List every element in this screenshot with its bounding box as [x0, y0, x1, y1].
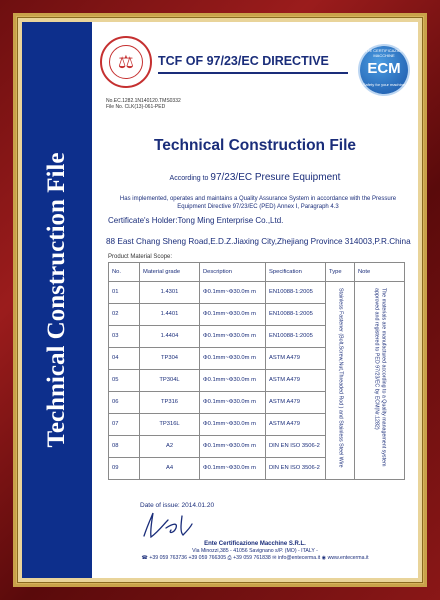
file-number: File No. CLK(13)-061-PED [106, 104, 166, 110]
cell-grade: 1.4404 [140, 326, 200, 348]
seal-logo [100, 36, 152, 88]
cell-specification: ASTM A479 [266, 392, 326, 414]
cell-grade: 1.4401 [140, 304, 200, 326]
cell-no: 08 [109, 436, 140, 458]
header-type: Type [326, 263, 355, 282]
footer-company: Ente Certificazione Macchine S.R.L. [204, 541, 306, 547]
cell-grade: TP316L [140, 414, 200, 436]
according-line [92, 172, 418, 183]
cell-description: Φ0.1mm~Φ30.0m m [200, 458, 266, 480]
certificate-content [92, 22, 418, 578]
header-specification: Specification [266, 263, 326, 282]
product-table [108, 262, 405, 480]
footer-contacts: ☎ +39 059 763736 +39 059 766305 ⎙ +39 059 761838 ✉ info@entecerma.it ◉ www.entecerma.it [141, 554, 369, 561]
according-directive: 97/23/EC Presure Equipment [210, 172, 341, 183]
cell-no: 07 [109, 414, 140, 436]
header-no: No. [109, 263, 140, 282]
ecm-ring-text: ENTE CERTIFICAZIONE MACCHINE [361, 48, 407, 58]
cell-description: Φ0.1mm~Φ30.0m m [200, 282, 266, 304]
cell-description: Φ0.1mm~Φ30.0m m [200, 436, 266, 458]
sidebar-title: Technical Construction File [43, 152, 70, 448]
reference-numbers [106, 98, 181, 110]
signature [138, 510, 198, 540]
page-title: Technical Construction File [153, 137, 357, 154]
certificate-number: No.EC.1282.1N140120.TMS0332 [106, 98, 181, 104]
scope-label: Product Material Scope: [108, 254, 173, 260]
cell-no: 02 [109, 304, 140, 326]
cell-grade: A2 [140, 436, 200, 458]
certificate-sidebar [22, 22, 92, 578]
cell-no: 04 [109, 348, 140, 370]
qa-statement: Has implemented, operates and maintains a Quality Assurance System in accordance with the Pressure Equipment Directive 97/23/EC (PED) Annex Ⅰ, Paragraph 4.3 [119, 196, 397, 210]
cell-specification: EN10088-1:2005 [266, 304, 326, 326]
footer-address: Via Minozzi,385 - 41056 Savignano s/P. (MO) - ITALY - [192, 548, 318, 554]
cell-specification: ASTM A479 [266, 414, 326, 436]
certificate-holder: Certificate's Holder:Tong Ming Enterprise Co.,Ltd. [108, 216, 284, 225]
cell-no: 01 [109, 282, 140, 304]
holder-address: 88 East Chang Sheng Road,E.D.Z.Jiaxing City,Zhejiang Province 314003,P.R.China [106, 237, 411, 246]
date-of-issue: Date of issue: 2014.01.20 [140, 502, 215, 509]
cell-description: Φ0.1mm~Φ30.0m m [200, 348, 266, 370]
cell-specification: DIN EN ISO 3506-2 [266, 458, 326, 480]
header-material-grade: Material grade [140, 263, 200, 282]
cell-grade: TP304 [140, 348, 200, 370]
cell-no: 05 [109, 370, 140, 392]
according-prefix: According to [169, 175, 211, 182]
cell-specification: ASTM A479 [266, 370, 326, 392]
cell-description: Φ0.1mm~Φ30.0m m [200, 304, 266, 326]
type-text: Stainless Fastener (Bolt,Screw,Nut,Threaded Rod ) and Stainless Steel Wire [337, 287, 344, 468]
cell-specification: ASTM A479 [266, 348, 326, 370]
cell-grade: A4 [140, 458, 200, 480]
cell-grade: TP316 [140, 392, 200, 414]
table-row [109, 282, 405, 304]
cell-description: Φ0.1mm~Φ30.0m m [200, 414, 266, 436]
cell-grade: TP304L [140, 370, 200, 392]
type-cell [326, 282, 355, 480]
cell-description: Φ0.1mm~Φ30.0m m [200, 392, 266, 414]
ecm-logo-text: ECM [367, 60, 401, 77]
cell-specification: EN10088-1:2005 [266, 326, 326, 348]
footer [92, 541, 418, 561]
ecm-logo-subtext: Safety for your machine [362, 82, 406, 87]
cell-specification: EN10088-1:2005 [266, 282, 326, 304]
cell-no: 09 [109, 458, 140, 480]
cell-specification: DIN EN ISO 3506-2 [266, 436, 326, 458]
note-text: The materials are manufactured according to a Quality management system approved and registered to PED 97/23/EC by ECM(Nr.1282) [373, 287, 386, 466]
directive-heading [158, 52, 348, 74]
table-header-row [109, 263, 405, 282]
cell-no: 03 [109, 326, 140, 348]
note-cell [355, 282, 405, 480]
cell-description: Φ0.1mm~Φ30.0m m [200, 370, 266, 392]
scales-of-justice-icon: ⚖ [109, 45, 143, 79]
certificate [22, 22, 418, 578]
cell-grade: 1.4301 [140, 282, 200, 304]
directive-title: TCF OF 97/23/EC DIRECTIVE [158, 54, 329, 68]
cell-no: 06 [109, 392, 140, 414]
header-description: Description [200, 263, 266, 282]
cell-description: Φ0.1mm~Φ30.0m m [200, 326, 266, 348]
ecm-logo [360, 46, 408, 94]
header-note: Note [355, 263, 405, 282]
